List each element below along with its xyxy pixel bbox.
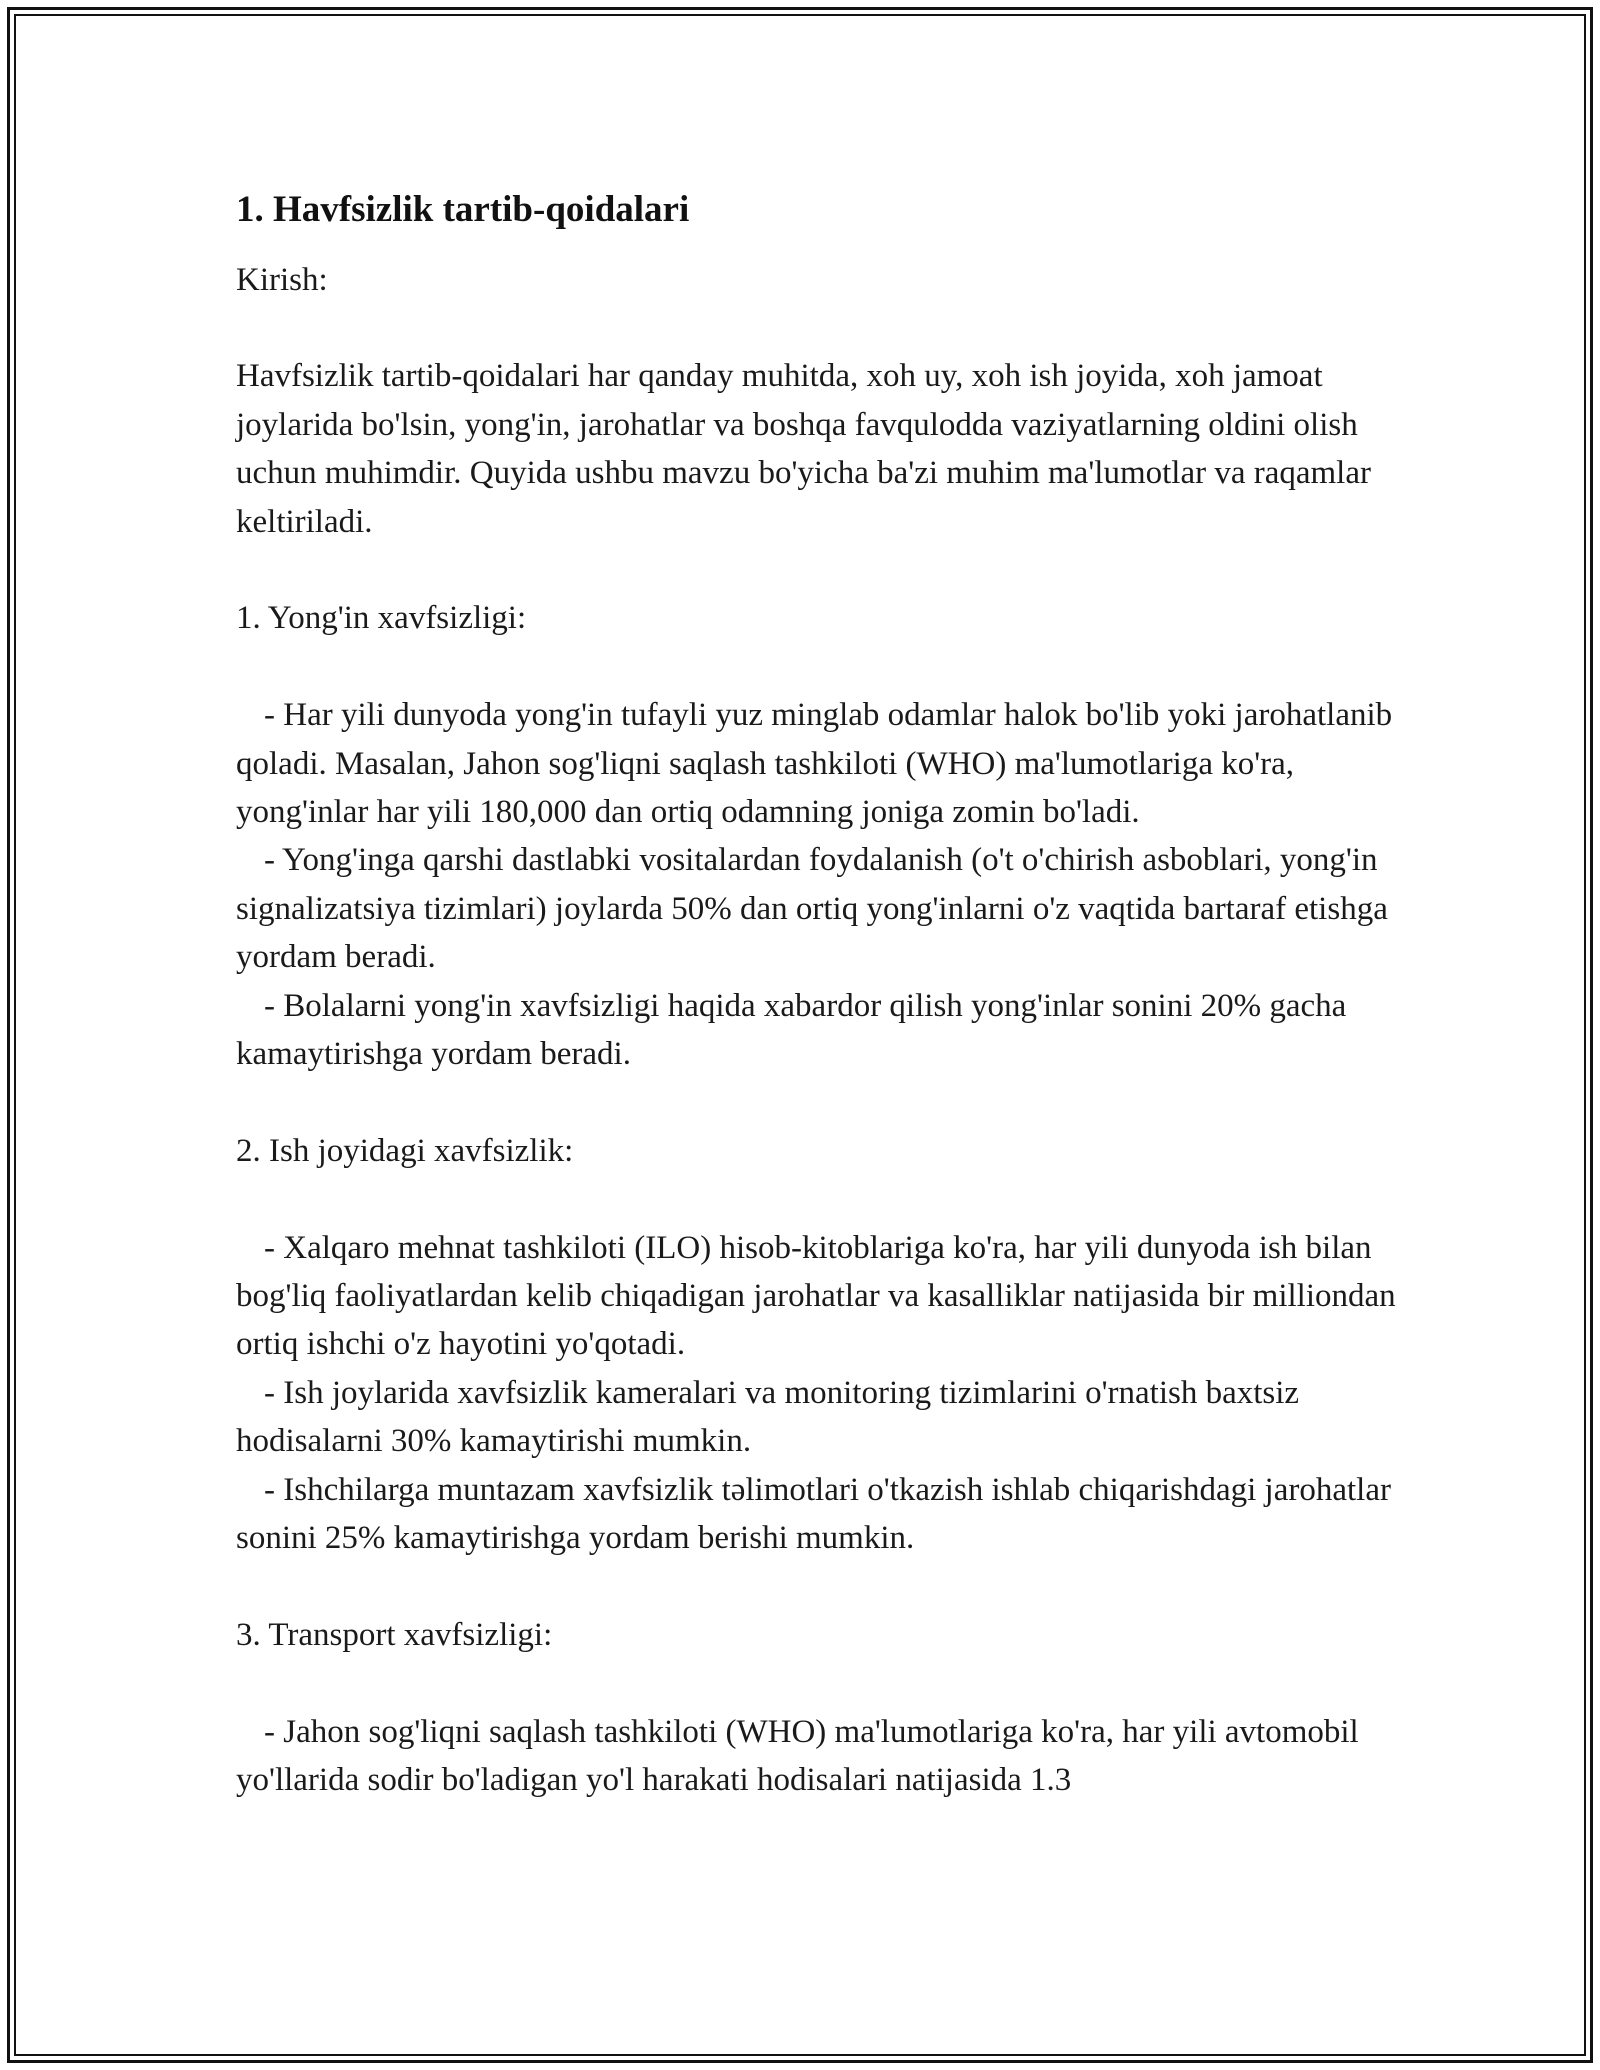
list-item: - Xalqaro mehnat tashkiloti (ILO) hisob-kitoblariga ko'ra, har yili dunyoda ish bilan bog'liq faoliyatlardan kelib chiqadigan jarohatlar va kasalliklar natijasida bir milliondan ortiq ishchi o'z hayotini yo'qotadi. [236, 1229, 1396, 1363]
section-fire-safety [236, 594, 1396, 1078]
spacer [236, 1078, 1396, 1126]
list-item: - Jahon sog'liqni saqlash tashkiloti (WHO) ma'lumotlariga ko'ra, har yili avtomobil yo'llarida sodir bo'ladigan yo'l harakati hodisalari natijasida 1.3 [236, 1713, 1359, 1799]
intro-label: Kirish: [236, 262, 328, 298]
document-body [236, 186, 1396, 1804]
section-heading: 1. Yong'in xavfsizligi: [236, 600, 527, 637]
intro-paragraph: Havfsizlik tartib-qoidalari har qanday muhitda, xoh uy, xoh ish joyida, xoh jamoat joylarida bo'lsin, yong'in, jarohatlar va boshqa favqulodda vaziyatlarning oldini olish uchun muhimdir. Quyida ushbu mavzu bo'yicha ba'zi muhim ma'lumotlar va raqamlar keltiriladi. [236, 358, 1380, 540]
section-heading: 2. Ish joyidagi xavfsizlik: [236, 1132, 574, 1169]
spacer [236, 1659, 1396, 1707]
spacer [236, 1175, 1396, 1223]
list-item: - Ishchilarga muntazam xavfsizlik təlimotlari o'tkazish ishlab chiqarishdagi jarohatlar sonini 25% kamaytirishga yordam berishi mumkin. [236, 1471, 1391, 1557]
spacer [236, 643, 1396, 691]
section-heading: 3. Transport xavfsizligi: [236, 1616, 553, 1653]
spacer [236, 1562, 1396, 1610]
list-item: - Ish joylarida xavfsizlik kameralari va monitoring tizimlarini o'rnatish baxtsiz hodisalarni 30% kamaytirishi mumkin. [236, 1374, 1300, 1460]
section-transport-safety [236, 1611, 1396, 1805]
section-workplace-safety [236, 1127, 1396, 1563]
list-item: - Bolalarni yong'in xavfsizligi haqida xabardor qilish yong'inlar sonini 20% gacha kamaytirishga yordam beradi. [236, 987, 1347, 1073]
document-title: 1. Havfsizlik tartib-qoidalari [236, 189, 690, 230]
spacer [236, 304, 1396, 352]
list-item: - Yong'inga qarshi dastlabki vositalardan foydalanish (o't o'chirish asboblari, yong'in signalizatsiya tizimlari) joylarda 50% dan ortiq yong'inlarni o'z vaqtida bartaraf etishga yordam beradi. [236, 842, 1388, 976]
list-item: - Har yili dunyoda yong'in tufayli yuz minglab odamlar halok bo'lib yoki jarohatlanib qoladi. Masalan, Jahon sog'liqni saqlash tashkiloti (WHO) ma'lumotlariga ko'ra, yong'inlar har yili 180,000 dan ortiq odamning joniga zomin bo'ladi. [236, 697, 1393, 831]
spacer [236, 546, 1396, 594]
